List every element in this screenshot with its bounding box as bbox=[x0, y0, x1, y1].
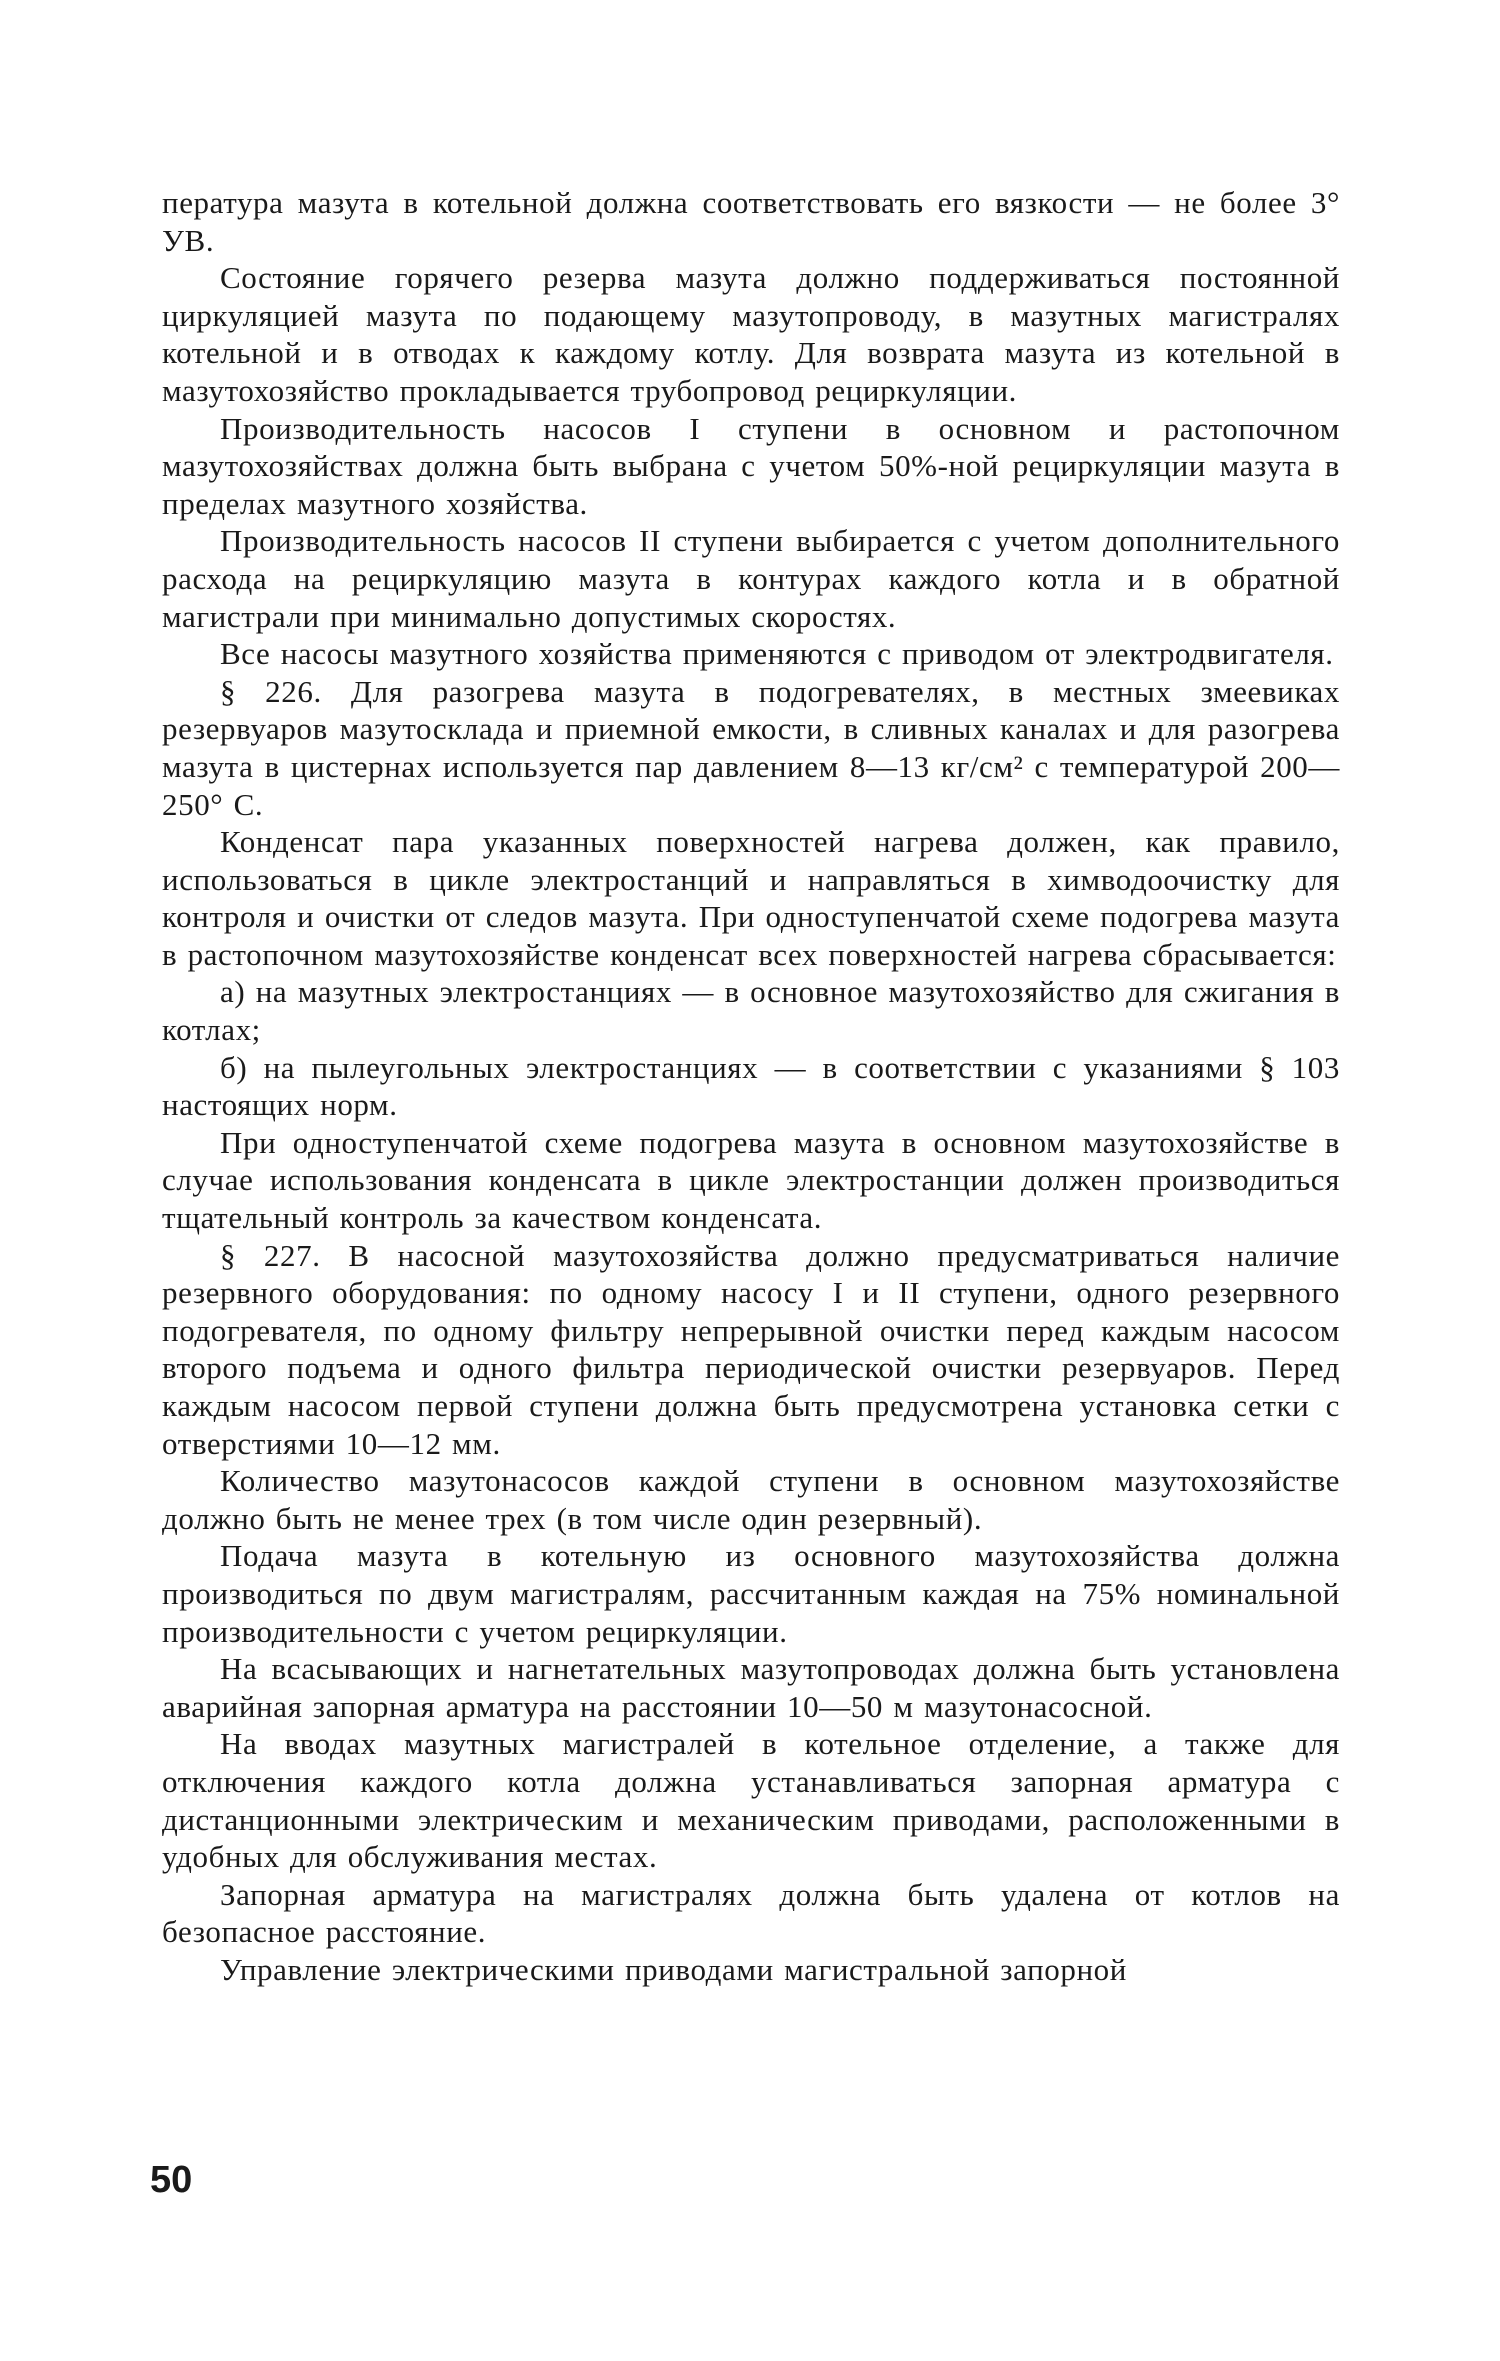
paragraph-3: Производительность насосов I ступени в основном и растопочном мазутохозяйствах должна быть выбрана с учетом 50%-ной рециркуляции мазута в пределах мазутного хозяйства. bbox=[162, 410, 1340, 521]
paragraph-6-section-226: § 226. Для разогрева мазута в подогревателях, в местных змеевиках резервуаров мазутосклада и приемной емкости, в сливных каналах и для разогрева мазута в цистернах используется пар давлением 8—13 кг/см² с температурой 200—250° С. bbox=[162, 673, 1340, 822]
paragraph-17: Управление электрическими приводами магистральной запорной bbox=[220, 1951, 1127, 1987]
paragraph-12: Количество мазутонасосов каждой ступени в основном мазутохозяйстве должно быть не менее трех (в том числе один резервный). bbox=[162, 1463, 1340, 1536]
list-item-b: б) на пылеугольных электростанциях — в соответствии с указаниями § 103 настоящих норм. bbox=[162, 1049, 1340, 1123]
paragraph-14: На всасывающих и нагнетательных мазутопроводах должна быть установлена аварийная запорная арматура на расстоянии 10—50 м мазутонасосной. bbox=[162, 1651, 1340, 1724]
paragraph-7: Конденсат пара указанных поверхностей нагрева должен, как правило, использоваться в цикле электростанций и направляться в химводоочистку для контроля и очистки от следов мазута. При одноступенчатой схеме подогрева мазута в растопочном мазутохозяйстве конденсат всех поверхностей нагрева сбрасывается: bbox=[162, 824, 1340, 972]
paragraph-1: пература мазута в котельной должна соответствовать его вязкости — не более 3° УВ. bbox=[162, 185, 1340, 258]
paragraph-10: При одноступенчатой схеме подогрева мазута в основном мазутохозяйстве в случае использования конденсата в цикле электростанции должен производиться тщательный контроль за качеством конденсата. bbox=[162, 1124, 1340, 1236]
paragraph-16: Запорная арматура на магистралях должна быть удалена от котлов на безопасное расстояние. bbox=[162, 1876, 1340, 1950]
paragraph-4: Производительность насосов II ступени выбирается с учетом дополнительного расхода на рециркуляцию мазута в контурах каждого котла и в обратной магистрали при минимально допустимых скоростях. bbox=[162, 523, 1340, 634]
list-item-a: а) на мазутных электростанциях — в основное мазутохозяйство для сжигания в котлах; bbox=[162, 974, 1340, 1048]
page-number: 50 bbox=[150, 2159, 193, 2201]
paragraph-5: Все насосы мазутного хозяйства применяются с приводом от электродвигателя. bbox=[220, 636, 1334, 672]
paragraph-2: Состояние горячего резерва мазута должно поддерживаться постоянной циркуляцией мазута по подающему мазутопроводу, в мазутных магистралях котельной и в отводах к каждому котлу. Для возврата мазута из котельной в мазутохозяйство прокладывается трубопровод рециркуляции. bbox=[162, 260, 1340, 408]
paragraph-15: На вводах мазутных магистралей в котельное отделение, а также для отключения каждого котла должна устанавливаться запорная арматура с дистанционными электрическим и механическим приводами, расположенными в удобных для обслуживания местах. bbox=[162, 1726, 1340, 1875]
paragraph-13: Подача мазута в котельную из основного мазутохозяйства должна производиться по двум магистралям, рассчитанным каждая на 75% номинальной производительности с учетом рециркуляции. bbox=[162, 1538, 1340, 1649]
document-body bbox=[162, 184, 1340, 1989]
paragraph-11-section-227: § 227. В насосной мазутохозяйства должно предусматриваться наличие резервного оборудования: по одному насосу I и II ступени, одного резервного подогревателя, по одному фильтру непрерывной очистки перед каждым насосом второго подъема и одного фильтра периодической очистки резервуаров. Перед каждым насосом первой ступени должна быть предусмотрена установка сетки с отверстиями 10—12 мм. bbox=[162, 1237, 1340, 1461]
